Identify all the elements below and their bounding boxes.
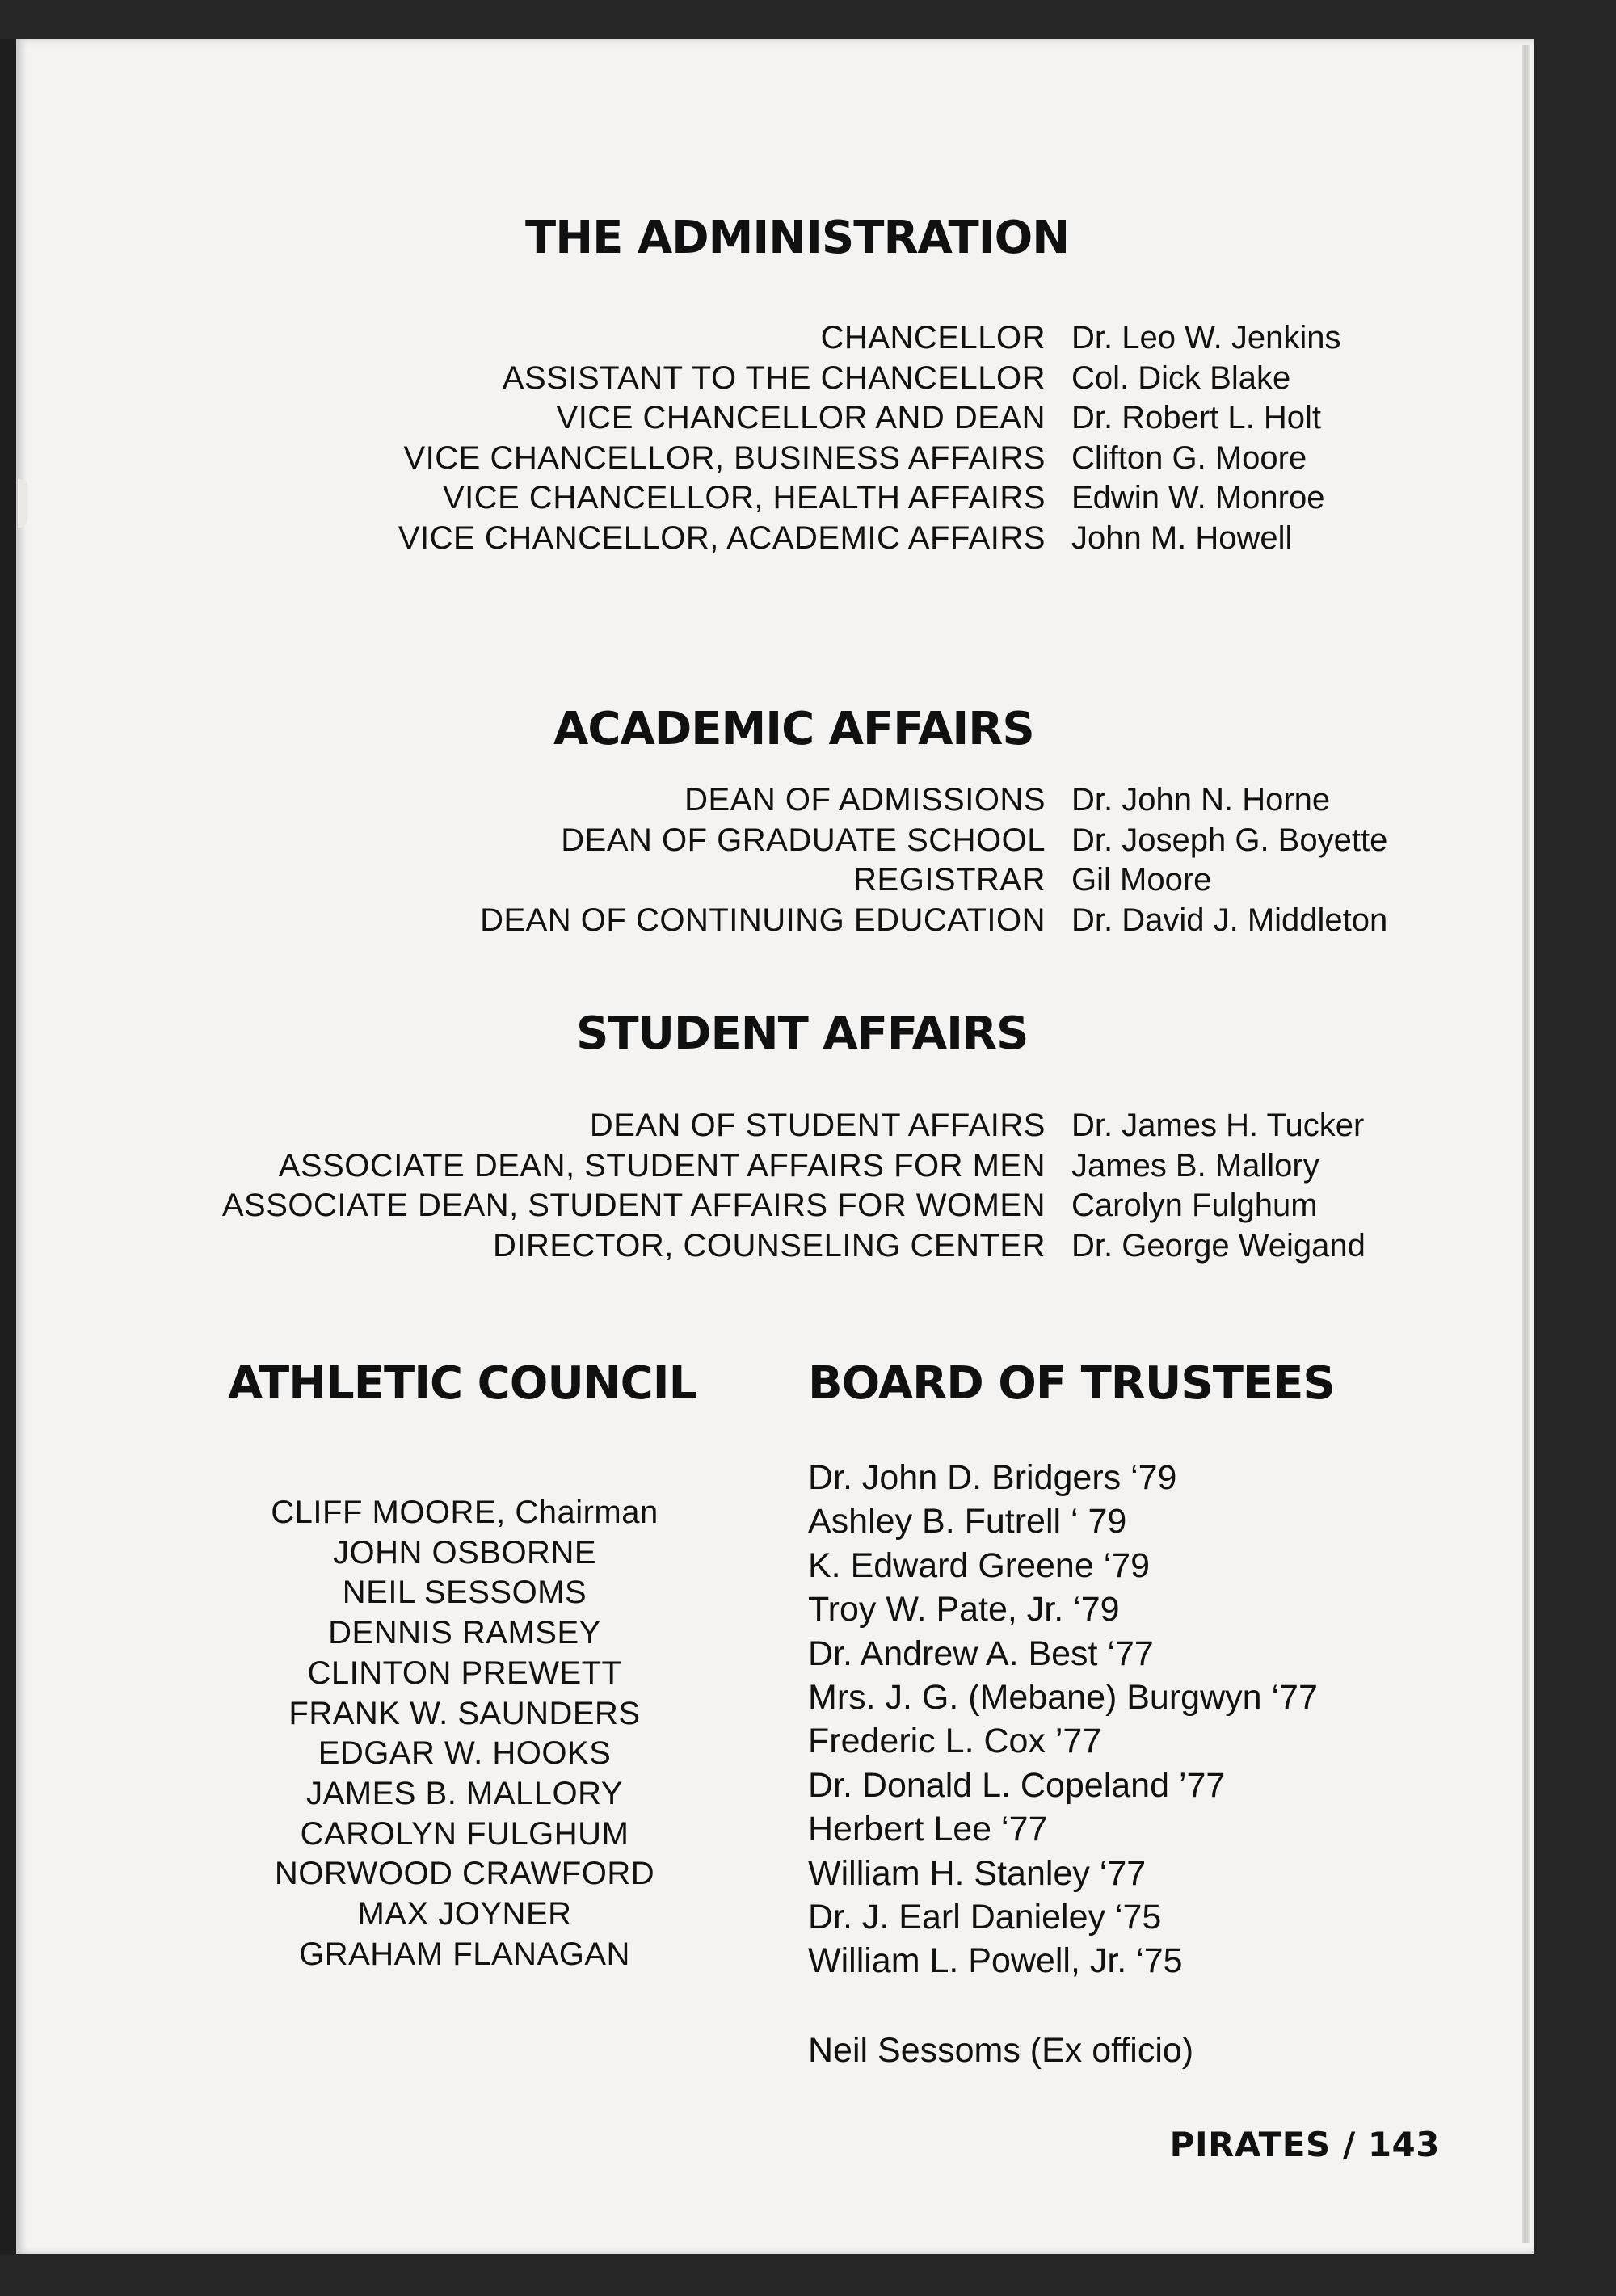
person-name: Dr. David J. Middleton bbox=[1071, 902, 1388, 938]
roster-row bbox=[0, 1186, 1616, 1226]
roster-row bbox=[0, 1226, 1616, 1267]
roster-row bbox=[0, 519, 1616, 559]
roster-row bbox=[0, 398, 1616, 439]
council-member: JAMES B. MALLORY bbox=[306, 1775, 623, 1811]
trustee-member: Herbert Lee ‘77 bbox=[808, 1810, 1048, 1849]
trustee-member: Frederic L. Cox ’77 bbox=[808, 1722, 1102, 1761]
person-name: Clifton G. Moore bbox=[1071, 439, 1307, 476]
administration-heading: THE ADMINISTRATION bbox=[525, 212, 1070, 264]
council-member: EDGAR W. HOOKS bbox=[318, 1735, 612, 1772]
page-folio: PIRATES / 143 bbox=[1169, 2125, 1440, 2164]
board-of-trustees-list bbox=[808, 1456, 1318, 1983]
person-name: Dr. Joseph G. Boyette bbox=[1071, 822, 1388, 858]
student-affairs-heading: STUDENT AFFAIRS bbox=[576, 1007, 1029, 1060]
person-name: Gil Moore bbox=[1071, 862, 1212, 898]
role-title: VICE CHANCELLOR, HEALTH AFFAIRS bbox=[442, 480, 1046, 516]
roster-row bbox=[0, 901, 1616, 941]
person-name: James B. Mallory bbox=[1071, 1147, 1319, 1184]
person-name: Dr. George Weigand bbox=[1071, 1227, 1366, 1264]
role-title: VICE CHANCELLOR, BUSINESS AFFAIRS bbox=[403, 439, 1046, 476]
roster-row bbox=[0, 359, 1616, 399]
role-title: ASSOCIATE DEAN, STUDENT AFFAIRS FOR WOMEN bbox=[221, 1188, 1046, 1224]
role-title: DEAN OF STUDENT AFFAIRS bbox=[589, 1108, 1046, 1143]
person-name: John M. Howell bbox=[1071, 519, 1293, 556]
ex-officio-member: Neil Sessoms (Ex officio) bbox=[808, 2031, 1194, 2070]
academic-affairs-heading: ACADEMIC AFFAIRS bbox=[553, 703, 1034, 755]
trustee-member: Dr. Andrew A. Best ‘77 bbox=[808, 1634, 1154, 1673]
trustee-member: William L. Powell, Jr. ‘75 bbox=[808, 1941, 1183, 1981]
person-name: Edwin W. Monroe bbox=[1071, 480, 1325, 516]
council-member: CLIFF MOORE, Chairman bbox=[271, 1495, 659, 1530]
role-title: VICE CHANCELLOR, ACADEMIC AFFAIRS bbox=[398, 519, 1046, 556]
council-member: DENNIS RAMSEY bbox=[328, 1615, 601, 1651]
trustee-member: K. Edward Greene ‘79 bbox=[808, 1545, 1151, 1585]
athletic-council-list bbox=[129, 1493, 800, 1974]
person-name: Carolyn Fulghum bbox=[1071, 1188, 1318, 1224]
roster-row bbox=[0, 780, 1616, 821]
role-title: DEAN OF CONTINUING EDUCATION bbox=[480, 902, 1046, 938]
trustee-member: Ashley B. Futrell ‘ 79 bbox=[808, 1502, 1127, 1541]
role-title: ASSISTANT TO THE CHANCELLOR bbox=[502, 360, 1046, 396]
council-member: MAX JOYNER bbox=[357, 1896, 572, 1932]
council-member: JOHN OSBORNE bbox=[332, 1534, 597, 1571]
student-affairs-roster bbox=[0, 1106, 1616, 1266]
person-name: Dr. Leo W. Jenkins bbox=[1071, 320, 1341, 355]
trustee-member: Dr. Donald L. Copeland ’77 bbox=[808, 1765, 1226, 1805]
council-member: CAROLYN FULGHUM bbox=[300, 1815, 629, 1852]
role-title: ASSOCIATE DEAN, STUDENT AFFAIRS FOR MEN bbox=[278, 1147, 1046, 1184]
person-name: Dr. James H. Tucker bbox=[1071, 1108, 1365, 1143]
trustee-member: Dr. John D. Bridgers ‘79 bbox=[808, 1458, 1177, 1497]
role-title: DEAN OF GRADUATE SCHOOL bbox=[561, 822, 1046, 858]
council-member: FRANK W. SAUNDERS bbox=[288, 1695, 641, 1731]
roster-row bbox=[0, 1106, 1616, 1146]
person-name: Dr. John N. Horne bbox=[1071, 782, 1331, 818]
roster-row bbox=[0, 318, 1616, 359]
board-of-trustees-heading: BOARD OF TRUSTEES bbox=[808, 1357, 1335, 1410]
roster-row bbox=[0, 821, 1616, 861]
council-member: NEIL SESSOMS bbox=[342, 1575, 587, 1611]
council-member: GRAHAM FLANAGAN bbox=[299, 1936, 630, 1972]
roster-row bbox=[0, 439, 1616, 479]
trustee-member: Dr. J. Earl Danieley ‘75 bbox=[808, 1898, 1162, 1937]
role-title: DIRECTOR, COUNSELING CENTER bbox=[493, 1227, 1046, 1264]
person-name: Col. Dick Blake bbox=[1071, 360, 1291, 396]
administration-roster bbox=[0, 318, 1616, 559]
role-title: CHANCELLOR bbox=[820, 320, 1046, 355]
trustee-member: Mrs. J. G. (Mebane) Burgwyn ‘77 bbox=[808, 1678, 1318, 1718]
council-member: CLINTON PREWETT bbox=[307, 1655, 622, 1691]
roster-row bbox=[0, 1146, 1616, 1187]
trustee-member: William H. Stanley ‘77 bbox=[808, 1853, 1147, 1893]
trustee-member: Troy W. Pate, Jr. ‘79 bbox=[808, 1590, 1120, 1629]
roster-row bbox=[0, 478, 1616, 519]
athletic-council-heading: ATHLETIC COUNCIL bbox=[228, 1357, 697, 1410]
role-title: VICE CHANCELLOR AND DEAN bbox=[556, 400, 1046, 436]
person-name: Dr. Robert L. Holt bbox=[1071, 400, 1322, 436]
academic-affairs-roster bbox=[0, 780, 1616, 940]
council-member: NORWOOD CRAWFORD bbox=[274, 1856, 655, 1892]
roster-row bbox=[0, 860, 1616, 901]
role-title: DEAN OF ADMISSIONS bbox=[684, 782, 1046, 818]
role-title: REGISTRAR bbox=[853, 862, 1046, 898]
